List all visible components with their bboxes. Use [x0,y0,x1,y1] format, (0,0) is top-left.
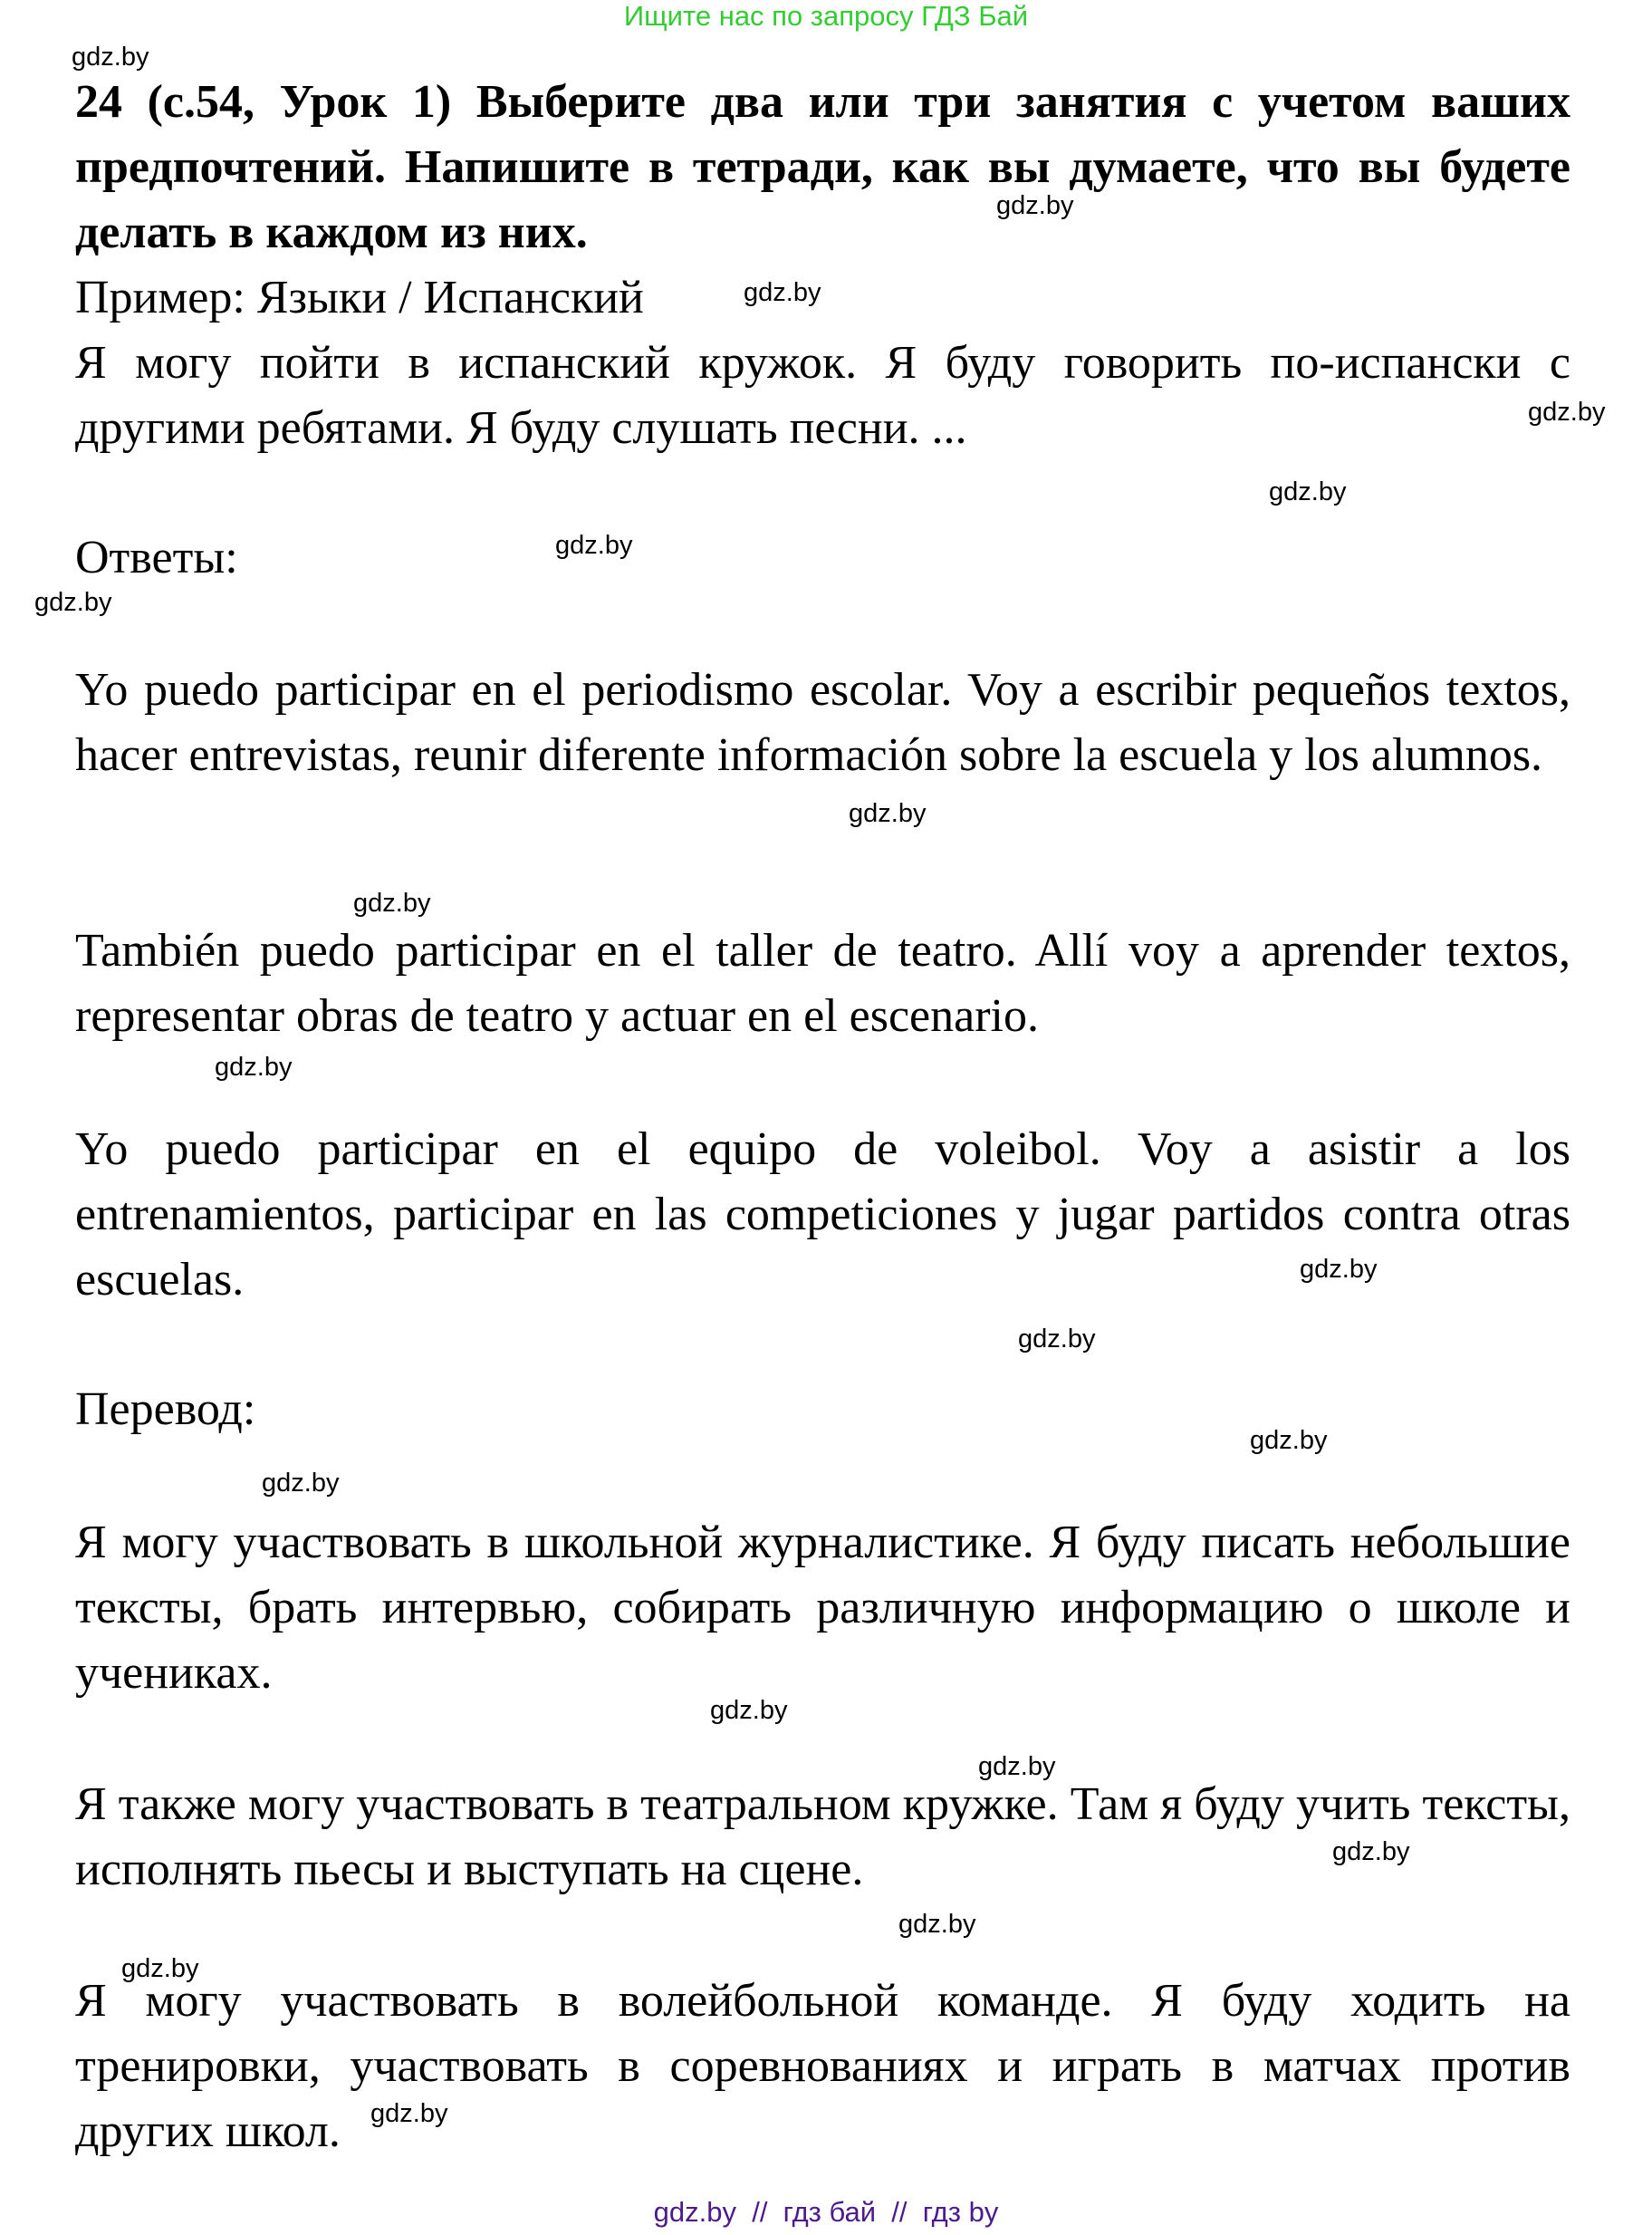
watermark: gdz.by [1528,398,1606,427]
search-banner[interactable]: Ищите нас по запросу ГДЗ Бай [623,0,1029,32]
watermark: gdz.by [34,588,112,617]
watermark: gdz.by [72,43,149,72]
example-text: Я могу пойти в испанский кружок. Я буду говорить по-испански с другими ребятами. Я буду слушать песни. ... [75,337,1570,454]
watermark: gdz.by [849,799,927,828]
footer-links[interactable]: gdz.by // гдз бай // гдз by [653,2196,999,2228]
answer-paragraph: Yo puedo participar en el equipo de voleibol. Voy a asistir a los entrenamientos, participar en las competiciones y jugar partidos contra otras escuelas. [75,1123,1570,1305]
watermark: gdz.by [898,1910,976,1939]
watermark: gdz.by [215,1053,293,1082]
watermark: gdz.by [555,531,633,560]
watermark: gdz.by [996,191,1074,220]
answers-heading: Ответы: [75,532,238,583]
watermark: gdz.by [1018,1325,1096,1354]
translation-paragraph: Я могу участвовать в школьной журналистике. Я буду писать небольшие тексты, брать интервью, собирать различную информацию о школе и учениках. [75,1517,1570,1699]
example-label: Пример: Языки / Испанский [75,272,644,323]
watermark: gdz.by [121,1954,199,1983]
translation-heading: Перевод: [75,1383,256,1435]
watermark: gdz.by [1332,1837,1410,1866]
translation-paragraph: Я также могу участвовать в театральном кружке. Там я буду учить тексты, исполнять пьесы и выступать на сцене. [75,1778,1570,1895]
watermark: gdz.by [353,889,431,918]
answer-paragraph: Yo puedo participar en el periodismo escolar. Voy a escribir pequeños textos, hacer entrevistas, reunir diferente información sobre la escuela y los alumnos. [75,664,1570,781]
watermark: gdz.by [744,278,821,307]
watermark: gdz.by [1269,477,1347,506]
translation-paragraph: Я могу участвовать в волейбольной команде. Я буду ходить на тренировки, участвовать в соревнованиях и играть в матчах против других школ. [75,1975,1570,2157]
watermark: gdz.by [1250,1426,1328,1455]
watermark: gdz.by [370,2099,448,2128]
watermark: gdz.by [978,1752,1056,1781]
answer-paragraph: También puedo participar en el taller de teatro. Allí voy a aprender textos, representar obras de teatro y actuar en el escenario. [75,925,1570,1042]
watermark: gdz.by [262,1469,340,1498]
watermark: gdz.by [710,1696,788,1725]
task-title: 24 (с.54, Урок 1) Выберите два или три занятия с учетом ваших предпочтений. Напишите в тетради, как вы думаете, что вы будете делать в каждом из них. [75,76,1570,258]
watermark: gdz.by [1300,1255,1378,1284]
